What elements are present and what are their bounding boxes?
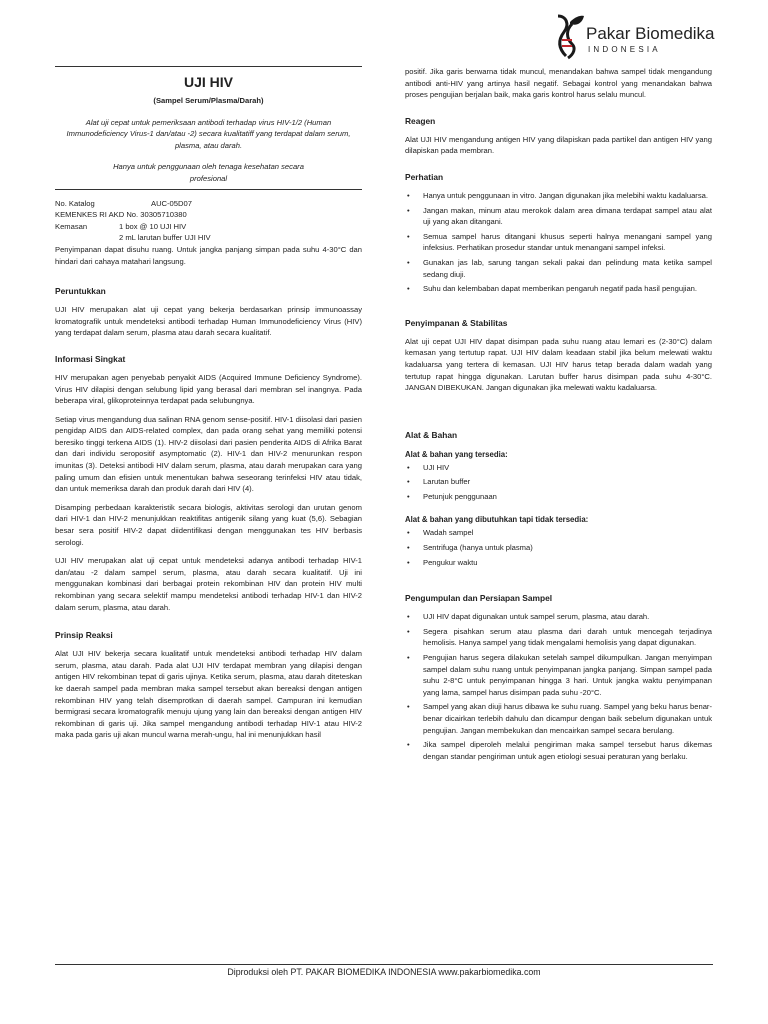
catalog-label: No. Katalog — [55, 198, 95, 208]
informasi-paragraph-1: HIV merupakan agen penyebab penyakit AIDS (Acquired Immune Deficiency Syndrome). Virus HIV dilapisi dengan selubung lipid yang berasal dari membran sel inangnya. Pada beberapa viral, glikoproteinnya terdapat pada selubungnya. — [55, 372, 362, 406]
list-item: • Jangan makan, minum atau merokok dalam area dimana terdapat sampel atau alat uji yang akan ditangani. — [405, 205, 712, 228]
list-item: • UJI HIV — [405, 462, 712, 474]
tersedia-list — [405, 462, 712, 503]
reagen-text: Alat UJI HIV mengandung antigen HIV yang dilapiskan pada partikel dan antigen HIV yang dilapiskan pada membran. — [405, 134, 712, 156]
list-item: • Pengukur waktu — [405, 557, 712, 569]
heading-pengumpulan-sampel: Pengumpulan dan Persiapan Sampel — [405, 593, 553, 604]
company-logo — [548, 10, 748, 60]
heading-penyimpanan: Penyimpanan & Stabilitas — [405, 317, 508, 328]
storage-note: Penyimpanan dapat disuhu ruang. Untuk jangka panjang simpan pada suhu 4-30°C dan hindari dari cahaya matahari langsung. — [55, 244, 362, 266]
list-item: • Petunjuk penggunaan — [405, 491, 712, 503]
informasi-paragraph-2: Setiap virus mengandung dua salinan RNA genom sense-positif. HIV-1 diisolasi dari pasien pengidap AIDS dan AIDS-related complex, dan pada orang sehat yang memiliki potensi beresiko tinggi terkena AIDS (1). HIV-2 diisolasi dari pasien penderita AIDS di Afrika Barat dan dari individu seropositif asymptomatic (2). HIV-1 dan HIV-2 menurunkan respon imunitas (3). Deteksi antibodi HIV dalam serum, plasma, atau darah merupakan cara yang paling umum dan efisien untuk menentukan bahwa seseorang terinfeksi HIV atau tidak, dan untuk memeriksa darah dan produk darah dari HIV (4). — [55, 414, 362, 494]
list-item: • Wadah sampel — [405, 527, 712, 539]
list-item: • Segera pisahkan serum atau plasma dari darah untuk mencegah terjadinya hemolisis. Hanya sampel yang tidak mengalami hemolisis yang dapat digunakan. — [405, 626, 712, 649]
right-column — [405, 66, 712, 766]
document-subtitle: (Sampel Serum/Plasma/Darah) — [153, 96, 264, 105]
catalog-value: AUC-05D07 — [151, 198, 192, 208]
kemasan-item-2: 2 mL larutan buffer UJI HIV — [119, 233, 211, 243]
left-column — [55, 62, 362, 748]
heading-peruntukkan: Peruntukkan — [55, 286, 106, 297]
heading-perhatian: Perhatian — [405, 171, 444, 182]
heading-prinsip-reaksi: Prinsip Reaksi — [55, 630, 113, 641]
catalog-row — [55, 198, 362, 210]
informasi-paragraph-4: UJI HIV merupakan alat uji cepat untuk mendeteksi adanya antibodi terhadap HIV-1 dan/atau -2 dalam sampel serum, plasma, atau darah secara kualitatif. Uji ini menggunakan kombinasi dari berbagai protein rekombinan HIV dan protein HIV multi rekombinan yang secara selektif mampu mendeteksi antibodi terhadap HIV-1 dan HIV-2 dalam serum, plasma, atau darah. — [55, 556, 362, 612]
list-item: • Semua sampel harus ditangani khusus seperti halnya menangani sampel yang infeksius. Perhatikan prosedur standar untuk menangani sampel infeksi. — [405, 231, 712, 254]
document-title: UJI HIV — [183, 74, 233, 90]
heading-tersedia: Alat & bahan yang tersedia: — [405, 449, 508, 459]
informasi-paragraph-3: Disamping perbedaan karakteristik secara biologis, aktivitas serologi dan urutan genom dari HIV-1 dan HIV-2 menunjukkan reaktifitas antigenik silang yang kuat (5,6). Sebagian besar sera positif HIV-2 dapat diidentifikasi dengan menggunakan tes HIV berbasis serologi. — [55, 502, 362, 547]
intended-use-text: Hanya untuk penggunaan oleh tenaga kesehatan secara profesional — [113, 162, 304, 183]
peruntukkan-text: UJI HIV merupakan alat uji cepat yang bekerja berdasarkan prinsip immunoassay kromatografik untuk mendeteksi antibodi terhadap Human Immunodeficiency Virus (HIV) yang terdapat dalam serum, plasma atau darah secara kualitatif. — [55, 305, 362, 338]
kemasan-row — [55, 221, 362, 233]
list-item: • Hanya untuk penggunaan in vitro. Jangan digunakan jika melebihi waktu kadaluarsa. — [405, 190, 712, 202]
list-item: • Larutan buffer — [405, 476, 712, 488]
footer-rule — [55, 964, 713, 965]
pengumpulan-list — [405, 611, 712, 762]
list-item: • Suhu dan kelembaban dapat memberikan pengaruh negatif pada hasil pengujian. — [405, 283, 712, 295]
penyimpanan-text: Alat uji cepat UJI HIV dapat disimpan pada suhu ruang atau lemari es (2-30°C) dalam kemasan yang tertutup rapat. UJI HIV dalam keadaan stabil jika belum melewati waktu kadaluarsa yang tertera di kemasan. UJI HIV harus tetap berada dalam wadah yang tertutup rapat hingga digunakan. Larutan buffer harus disimpan pada suhu 4-30°C. JANGAN DIBEKUKAN. Jangan digunakan jika melewati waktu kadaluarsa. — [405, 336, 712, 393]
list-item: • Sentrifuga (hanya untuk plasma) — [405, 542, 712, 554]
heading-informasi-singkat: Informasi Singkat — [55, 353, 126, 364]
logo-title: Pakar Biomedika — [586, 24, 715, 43]
title-top-rule — [55, 66, 362, 67]
kemasan-label: Kemasan — [55, 221, 88, 231]
list-item: • Sampel yang akan diuji harus dibawa ke suhu ruang. Sampel yang beku harus benar-benar dicairkan terlebih dahulu dan dicampur dengan baik sebelum digunakan untuk pengujian. Jangan membekukan dan mencairkan sampel secara berulang. — [405, 701, 712, 736]
prinsip-text: Alat UJI HIV bekerja secara kualitatif untuk mendeteksi antibodi terhadap HIV dalam serum, plasma, atau darah. Pada alat UJI HIV terdapat membran yang dilapisi dengan antigen HIV rekombinan tepat di garis ujinya. Ketika serum, plasma, atau darah diteteskan ke daerah sampel pada membran maka sampel tersebut akan bereaksi dengan antigen rekombinan HIV yang telah disemprotkan di daerah sampel. Campuran ini kemudian bermigrasi secara kromatografik menuju ujung yang lain dan bereaksi dengan antigen HIV rekombinan di garis uji. Jika sampel mengandung antibodi terhadap HIV-1 atau HIV-2 maka pada garis uji akan muncul warna merah-ungu, hal ini menunjukkan hasil — [55, 649, 362, 740]
heading-alat-bahan: Alat & Bahan — [405, 429, 458, 440]
footer-text: Diproduksi oleh PT. PAKAR BIOMEDIKA INDONESIA www.pakarbiomedika.com — [227, 967, 541, 977]
prinsip-continued: positif. Jika garis berwarna tidak muncul, menandakan bahwa sampel tidak mengandung antibodi anti-HIV yang artinya hasil negatif. Sebagai kontrol yang menandakan bahwa proses pengujian berjalan baik, maka garis kontrol harus selalu muncul. — [405, 67, 712, 100]
intro-text: Alat uji cepat untuk pemeriksaan antibodi terhadap virus HIV-1/2 (Human Immunodeficiency Virus-1 dan/atau -2) secara kualitatiff yang terdapat dalam serum, plasma, atau darah. — [66, 117, 351, 150]
logo-subtitle: INDONESIA — [588, 45, 661, 54]
kemasan-item-1: 1 box @ 10 UJI HIV — [119, 221, 187, 231]
dna-leaf-icon — [548, 10, 586, 60]
title-bottom-rule — [55, 189, 362, 190]
list-item: • Pengujian harus segera dilakukan setelah sampel dikumpulkan. Jangan menyimpan sampel dalam suhu ruang untuk penyimpanan jangka panjang. Simpan sampel pada suhu 2-8°C untuk penyimpanan hingga 3 hari. Untuk jangka waktu penyimpanan yang lama, sampel harus disimpan pada suhu -20°C. — [405, 652, 712, 698]
perhatian-list — [405, 190, 712, 295]
heading-reagen: Reagen — [405, 115, 436, 126]
list-item: • Jika sampel diperoleh melalui pengiriman maka sampel tersebut harus dikemas dengan standar pengiriman untuk agen etiologi sesuai peraturan yang berlaku. — [405, 739, 712, 762]
list-item: • UJI HIV dapat digunakan untuk sampel serum, plasma, atau darah. — [405, 611, 712, 623]
tidak-tersedia-list — [405, 527, 712, 568]
list-item: • Gunakan jas lab, sarung tangan sekali pakai dan pelindung mata ketika sampel sedang diuji. — [405, 257, 712, 280]
kemenkes-number: KEMENKES RI AKD No. 30305710380 — [55, 210, 187, 220]
heading-tidak-tersedia: Alat & bahan yang dibutuhkan tapi tidak tersedia: — [405, 515, 589, 525]
